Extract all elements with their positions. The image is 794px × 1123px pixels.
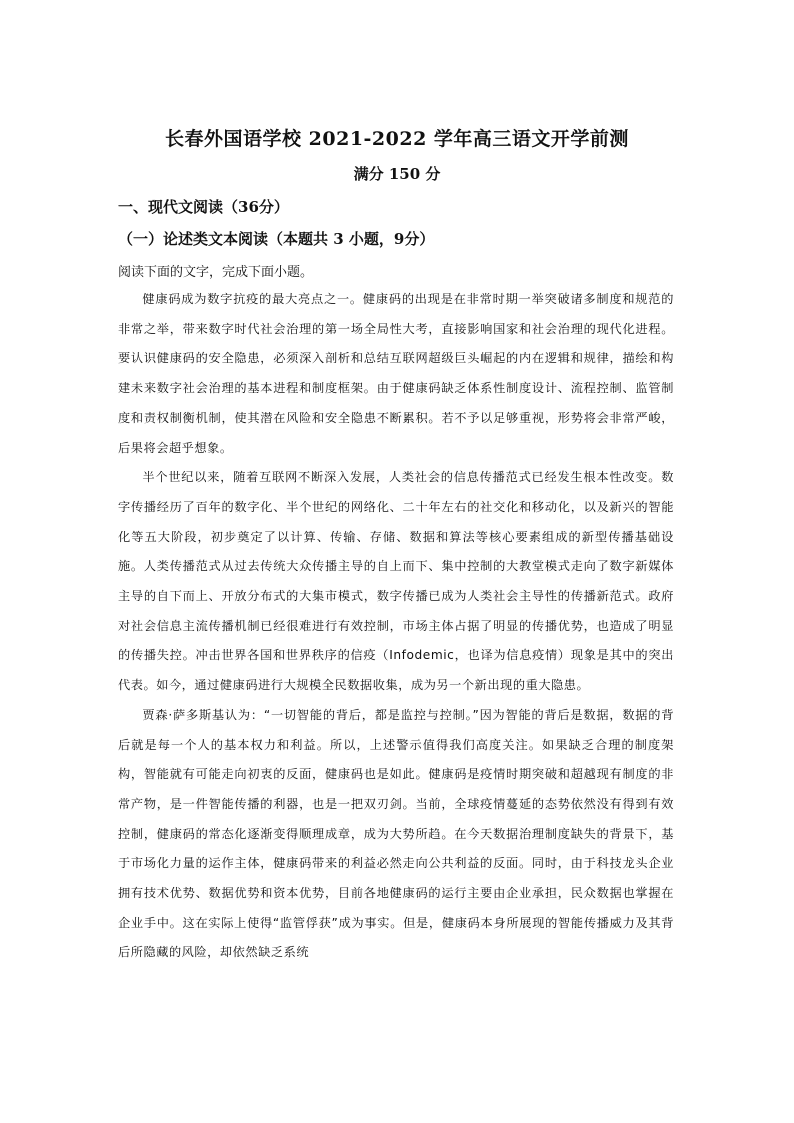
reading-passage: [118, 285, 674, 968]
section-heading: 一、现代文阅读（36分）: [118, 198, 289, 216]
passage-paragraph-3: 贾森·萨多斯基认为：“一切智能的背后，都是监控与控制。”因为智能的背后是数据，数据的背后就是每一个人的基本权力和利益。所以，上述警示值得我们高度关注。如果缺乏合理的制度架构，智能就有可能走向初衷的反面，健康码也是如此。健康码是疫情时期突破和超越现有制度的非常产物，是一件智能传播的利器，也是一把双刃剑。当前，全球疫情蔓延的态势依然没有得到有效控制，健康码的常态化逐渐变得顺理成章，成为大势所趋。在今天数据治理制度缺失的背景下，基于市场化力量的运作主体，健康码带来的利益必然走向公共利益的反面。同时，由于科技龙头企业拥有技术优势、数据优势和资本优势，目前各地健康码的运行主要由企业承担，民众数据也掌握在企业手中。这在实际上使得“监管俘获”成为事实。但是，健康码本身所展现的智能传播威力及其背后所隐藏的风险，却依然缺乏系统: [118, 707, 674, 960]
passage-paragraph-2: 半个世纪以来，随着互联网不断深入发展，人类社会的信息传播范式已经发生根本性改变。数字传播经历了百年的数字化、半个世纪的网络化、二十年左右的社交化和移动化，以及新兴的智能化等五大阶段，初步奠定了以计算、传输、存储、数据和算法等核心要素组成的新型传播基础设施。人类传播范式从过去传统大众传播主导的自上而下、集中控制的大教堂模式走向了数字新媒体主导的自下而上、开放分布式的大集市模式，数字传播已成为人类社会主导性的传播新范式。政府对社会信息主流传播机制已经很难进行有效控制，市场主体占据了明显的传播优势，也造成了明显的传播失控。冲击世界各国和世界秩序的信疫（Infodemic，也译为信息疫情）现象是其中的突出代表。如今，通过健康码进行大规模全民数据收集，成为另一个新出现的重大隐患。: [118, 470, 674, 693]
reading-instruction: 阅读下面的文字，完成下面小题。: [118, 265, 314, 280]
exam-title: 长春外国语学校 2021-2022 学年高三语文开学前测: [165, 128, 629, 150]
full-score-line: 满分 150 分: [353, 165, 441, 183]
subsection-heading: （一）论述类文本阅读（本题共 3 小题，9分）: [118, 230, 435, 248]
passage-paragraph-1: 健康码成为数字抗疫的最大亮点之一。健康码的出现是在非常时期一举突破诸多制度和规范的非常之举，带来数字时代社会治理的第一场全局性大考，直接影响国家和社会治理的现代化进程。要认识健康码的安全隐患，必须深入剖析和总结互联网超级巨头崛起的内在逻辑和规律，描绘和构建未来数字社会治理的基本进程和制度框架。由于健康码缺乏体系性制度设计、流程控制、监管制度和责权制衡机制，使其潜在风险和安全隐患不断累积。若不予以足够重视，形势将会非常严峻，后果将会超乎想象。: [118, 292, 674, 455]
